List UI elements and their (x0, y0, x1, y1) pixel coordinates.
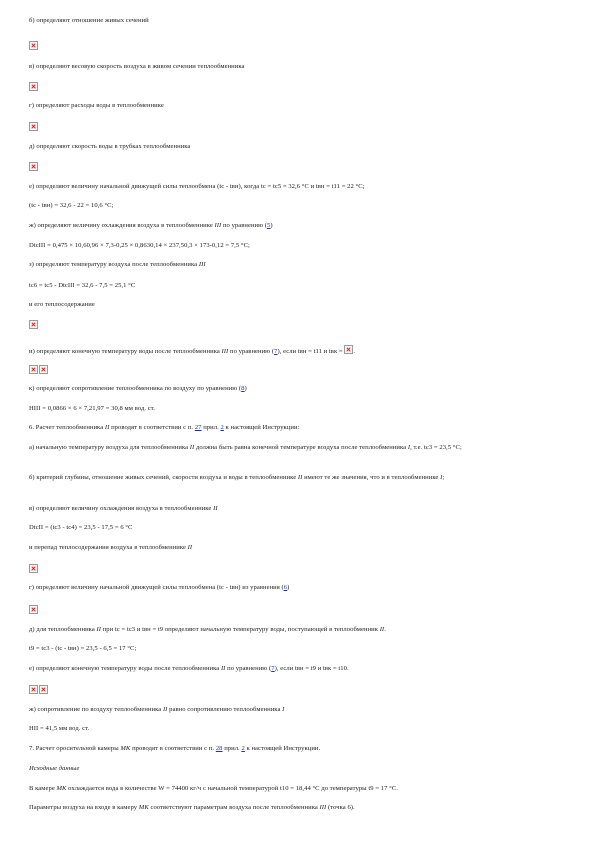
broken-image-icon (29, 41, 38, 50)
broken-image-icon (29, 365, 38, 374)
section-6-heading: 6. Расчет теплообменника II проводят в соответствии с п. 27 прил. 2 к настоящей Инструкции: (29, 424, 300, 431)
equation-link-8[interactable]: 8 (241, 385, 245, 392)
step-e-driving-force: е) определяют величину начальной движущей силы теплообмена (tс - tвн), когда tс = tс5 = 32,6 °С и tвн = t11 = 22 °С; (29, 183, 365, 190)
step-b-criteria: б) критерий глубины, отношение живых сечений, скорости воздуха и воды в теплообменнике II имеют те же значения, что и в теплообменнике I; (29, 474, 445, 481)
step-zh-cooling: ж) определяют величину охлаждения воздуха в теплообменнике III по уравнению (5) (29, 222, 273, 229)
equation-link-7[interactable]: 7 (274, 348, 278, 355)
broken-image-icon (29, 320, 38, 329)
step-e-final-water-temp-II: е) определяют конечную температуру воды после теплообменника II по уравнению (7), если tвн = t9 и tвк = t10. (29, 665, 349, 672)
broken-image-icon (39, 365, 48, 374)
heat-content-drop-II: и перепад теплосодержания воздуха в теплообменнике II (29, 544, 193, 551)
driving-force-value: (tс - tвн) = 32,6 - 22 = 10,6 °С; (29, 202, 114, 209)
broken-image-icon (29, 564, 38, 573)
air-temp-value: tс6 = tс5 - DtсIII = 32,6 - 7,5 = 25,1 °С (29, 282, 136, 289)
section-7-heading: 7. Расчет оросительной камеры МК проводят в соответствии с п. 28 прил. 2 к настоящей Инструкции. (29, 745, 321, 752)
cooling-II-value: DtсII = (tс3 - tс4) = 23,5 - 17,5 = 6 °С (29, 524, 133, 531)
broken-image-icon (29, 685, 38, 694)
resistance-II-value: HII = 41,5 мм вод. ст. (29, 725, 90, 732)
step-k-resistance: к) определяют сопротивление теплообменника по воздуху по уравнению (8) (29, 385, 247, 392)
broken-image-icon (29, 82, 38, 91)
step-b-relation: б) определяют отношение живых сечений (29, 17, 149, 24)
broken-image-icon (29, 605, 38, 614)
equation-link-5[interactable]: 5 (267, 222, 271, 229)
step-v-cooling-II: в) определяют величину охлаждения воздуха в теплообменнике II (29, 505, 218, 512)
broken-image-icon (39, 685, 48, 694)
clause-link-28[interactable]: 28 (215, 745, 223, 752)
resistance-value: HIII = 0,0866 × 6 × 7,21,97 = 30,8 мм вод. ст. (29, 405, 155, 412)
step-v-air-velocity: в) определяют весовую скорость воздуха в живом сечении теплообменника (29, 63, 245, 70)
broken-image-icon (29, 122, 38, 131)
chamber-air-params: Параметры воздуха на входе в камеру МК соответствуют параметрам воздуха после теплообменника III (точка 6). (29, 804, 355, 811)
heat-content-label: и его теплосодержание (29, 301, 95, 308)
cooling-formula: DtсIII = 0,475 × 10,60,96 × 7,3-0,25 × 0,8630,14 × 237,50,3 × 173-0,12 = 7,5 °С; (29, 242, 250, 249)
equation-link-6[interactable]: 6 (283, 584, 288, 591)
initial-data-heading: Исходные данные (29, 765, 80, 772)
initial-water-temp-value: t9 = tс3 - (tс - tвн) = 23,5 - 6,5 = 17 °С; (29, 645, 137, 652)
appendix-link-2b[interactable]: 2 (241, 745, 245, 752)
broken-image-icon (344, 345, 353, 354)
step-g-driving-force-II: г) определяют величину начальной движущей силы теплообмена (tс - tвн) из уравнения (6) (29, 584, 290, 591)
step-z-air-temp: з) определяют температуру воздуха после теплообменника III (29, 261, 206, 268)
broken-image-icon (29, 162, 38, 171)
appendix-link-2[interactable]: 2 (220, 424, 224, 431)
step-a-initial-air-temp: а) начальную температуру воздуха для теплообменника II должна быть равна конечной температуре воздуха после теплообменника I, т.е. tс3 = 23,5 °С; (29, 444, 462, 451)
step-d-initial-water-temp: д) для теплообменника II при tс = tс3 и tвн = t9 определяют начальную температуру воды, поступающей в теплообменник II. (29, 626, 386, 633)
step-zh-resistance-II: ж) сопротивление по воздуху теплообменника II равно сопротивлению теплообменника I (29, 706, 285, 713)
chamber-water-cooling: В камере МК охлаждается вода в количестве W = 74400 кг/ч с начальной температурой t10 = 18,44 °С до температуры t9 = 17 °С. (29, 785, 398, 792)
equation-link-7b[interactable]: 7 (271, 665, 275, 672)
clause-link-27[interactable]: 27 (194, 424, 202, 431)
step-d-water-velocity: д) определяют скорость воды в трубках теплообменника (29, 143, 191, 150)
step-i-final-water-temp: и) определяют конечную температуру воды после теплообменника III по уравнению (7), если tвн = t11 и tвк = . (29, 345, 569, 356)
step-g-water-flow: г) определяют расходы воды в теплообменнике (29, 102, 164, 109)
